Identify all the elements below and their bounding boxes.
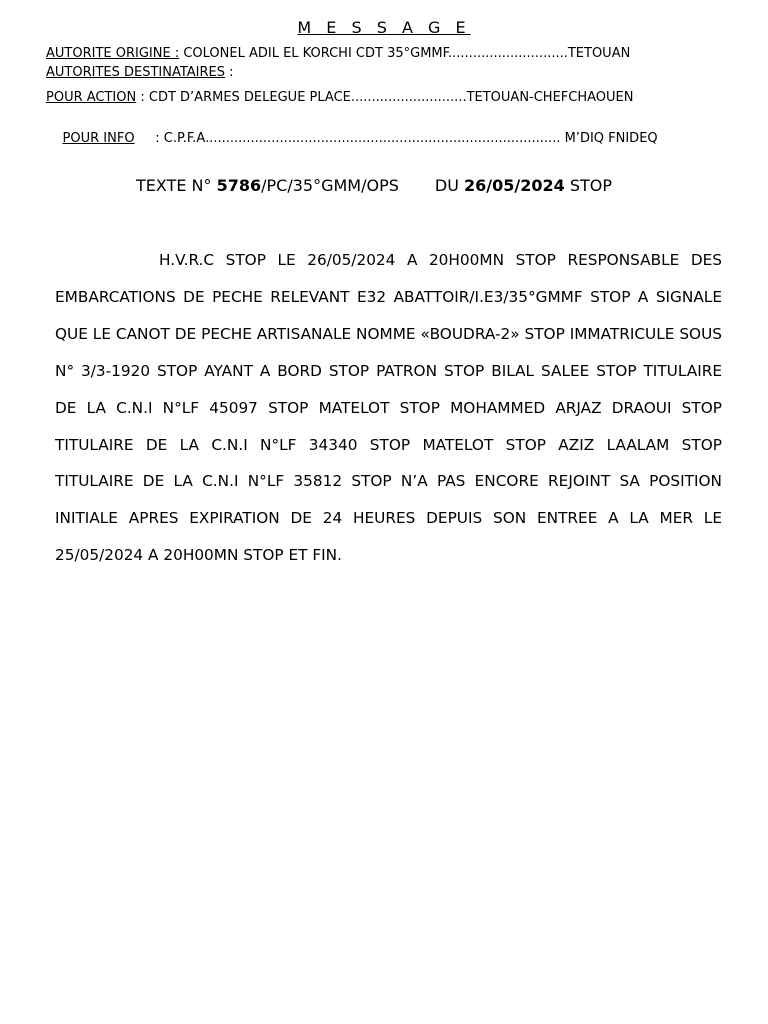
destinataires-line: [46, 65, 746, 80]
origin-line: [46, 46, 746, 61]
action-line: [46, 90, 746, 105]
message-title-text: M E S S A G E: [297, 18, 471, 37]
destinataires-label: AUTORITES DESTINATAIRES: [46, 65, 226, 80]
info-line: [46, 116, 746, 161]
message-title: [0, 18, 768, 37]
texte-date: 26/05/2024: [464, 176, 565, 195]
info-label: POUR INFO: [62, 131, 135, 146]
texte-du: DU: [434, 176, 465, 195]
origin-value: COLONEL ADIL EL KORCHI CDT 35°GMMF.............................TETOUAN: [179, 46, 631, 61]
message-body-text: H.V.R.C STOP LE 26/05/2024 A 20H00MN STOP RESPONSABLE DES EMBARCATIONS DE PECHE RELEVANT E32 ABATTOIR/I.E3/35°GMMF STOP A SIGNALE QUE LE CANOT DE PECHE ARTISANALE NOMME «BOUDRA-2» STOP IMMATRICULE SOUS N° 3/3-1920 STOP AYANT A BORD STOP PATRON STOP BILAL SALEE STOP TITULAIRE DE LA C.N.I N°LF 45097 STOP MATELOT STOP MOHAMMED ARJAZ DRAOUI STOP TITULAIRE DE LA C.N.I N°LF 34340 STOP MATELOT STOP AZIZ LAALAM STOP TITULAIRE DE LA C.N.I N°LF 35812 STOP N’A PAS ENCORE REJOINT SA POSITION INITIALE APRES EXPIRATION DE 24 HEURES DEPUIS SON ENTREE A LA MER LE 25/05/2024 A 20H00MN STOP ET FIN.: [55, 251, 722, 565]
info-value: : C.P.F.A...................................................................................... M’DIQ FNIDEQ: [134, 131, 658, 146]
texte-prefix: TEXTE N°: [136, 176, 217, 195]
action-label: POUR ACTION: [46, 90, 137, 105]
action-value: : CDT D’ARMES DELEGUE PLACE............................TETOUAN-CHEFCHAOUEN: [136, 90, 634, 105]
origin-label: AUTORITE ORIGINE :: [46, 46, 180, 61]
texte-number: 5786: [216, 176, 262, 195]
destinataires-value: :: [225, 65, 234, 80]
texte-stop: STOP: [564, 176, 613, 195]
texte-reference-line: [136, 176, 612, 195]
texte-ref: /PC/35°GMM/OPS: [261, 176, 399, 195]
message-body: [55, 242, 722, 574]
